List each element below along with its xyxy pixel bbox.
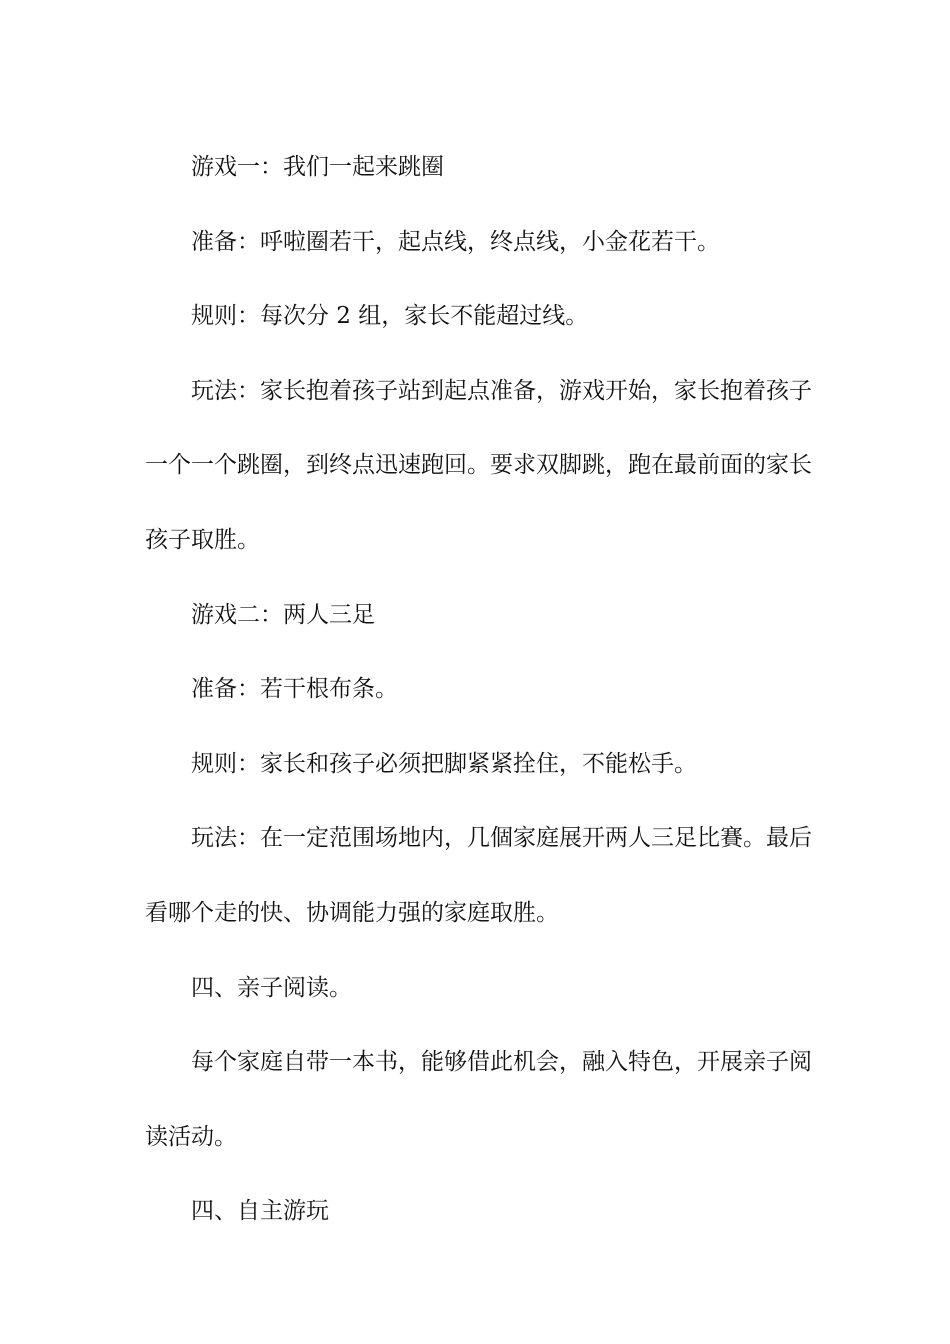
paragraph-game-two-preparation: 准备：若干根布条。	[191, 676, 398, 703]
paragraph-game-one-title: 游戏一：我们一起来跳圈	[191, 154, 444, 180]
paragraph-game-two-title: 游戏二：两人三足	[191, 601, 375, 628]
paragraph-game-one-howto: 玩法：家长抱着孩子站到起点准备，游戏开始，家长抱着孩子一个一个跳圈，到终点迅速跑回。要求双脚跳，跑在最前面的家长孩子取胜。	[145, 377, 812, 553]
paragraph-game-one-rules: 规则：每次分 2 组，家长不能超过线。	[191, 303, 589, 330]
paragraph-game-one-preparation: 准备：呼啦圈若干，起点线，终点线，小金花若干。	[191, 228, 720, 255]
paragraph-game-two-howto: 玩法：在一定范围场地内，几個家庭展开两人三足比賽。最后看哪个走的快、协调能力强的家庭取胜。	[145, 825, 812, 926]
paragraph-section-free-play-title: 四、自主游玩	[191, 1198, 329, 1225]
document-body	[145, 130, 815, 1249]
paragraph-section-reading-title: 四、亲子阅读。	[191, 974, 352, 1001]
paragraph-game-two-rules: 规则：家长和孩子必须把脚紧紧拴住，不能松手。	[191, 750, 697, 777]
paragraph-section-reading-body: 每个家庭自带一本书，能够借此机会，融入特色，开展亲子阅读活动。	[145, 1049, 812, 1150]
